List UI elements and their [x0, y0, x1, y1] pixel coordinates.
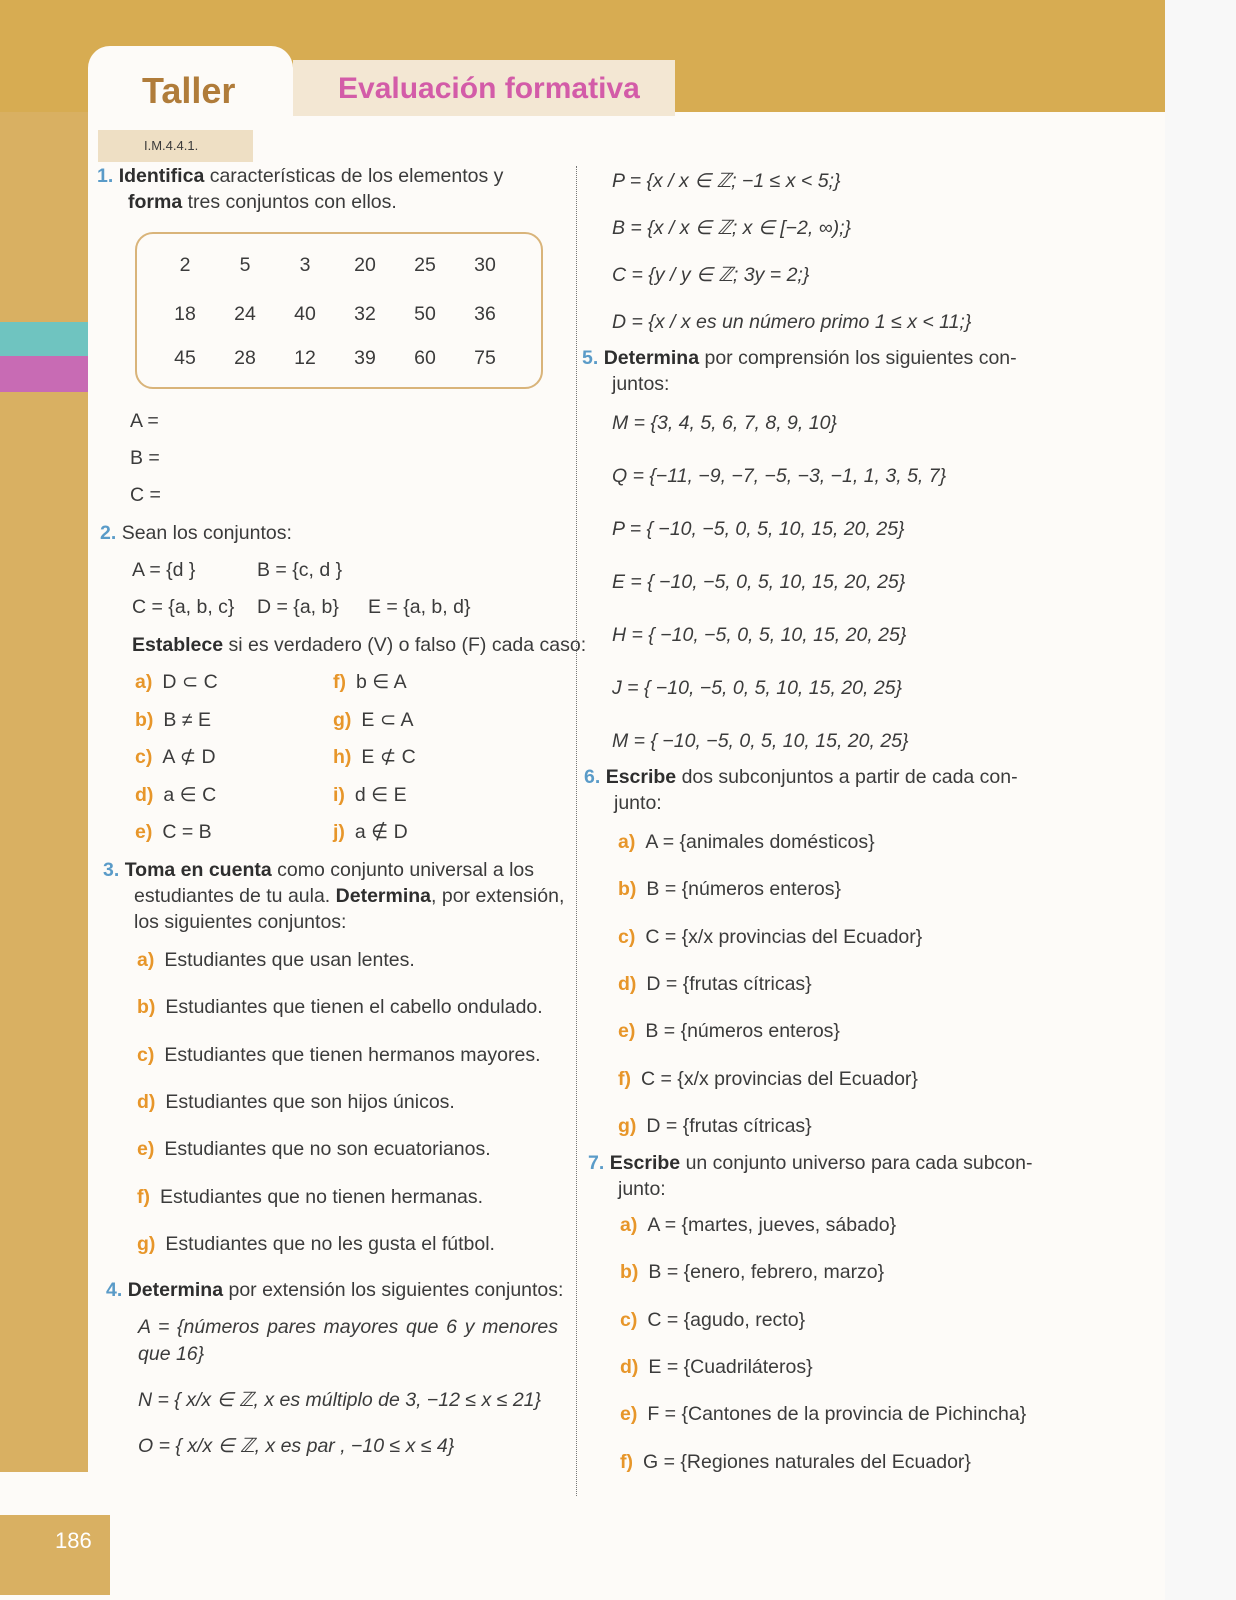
item-text: Estudiantes que tienen hermanos mayores. [164, 1043, 541, 1066]
list-item [137, 994, 543, 1021]
item-text: D ⊂ C [162, 671, 218, 693]
item-text: D = {frutas cítricas} [646, 1114, 812, 1137]
item-letter: c) [620, 1308, 638, 1331]
list-item [620, 1259, 884, 1286]
set-expression: A = {números pares mayores que 6 y menores que 16} [138, 1316, 558, 1365]
page-number-box [0, 1515, 110, 1595]
item-letter: f) [620, 1450, 633, 1473]
exercise-2-heading: 2. Sean los conjuntos: [100, 522, 292, 544]
list-item [137, 1184, 483, 1211]
exercise-3-line1: 3. Toma en cuenta como conjunto universal a los [103, 859, 535, 881]
item-text: Estudiantes que usan lentes. [164, 949, 415, 971]
magenta-strip [0, 356, 88, 392]
exercise-3-line2: estudiantes de tu aula. Determina, por extensión, [134, 885, 565, 907]
number-cell: 2 [179, 254, 191, 276]
teal-strip [0, 322, 88, 356]
exercise-2-instruction: Establece si es verdadero (V) o falso (F) cada caso: [132, 634, 587, 656]
list-item [137, 1089, 455, 1116]
exercise-4-heading: 4. Determina por extensión los siguientes conjuntos: [106, 1279, 564, 1301]
set-expression: B = {x / x ∈ ℤ; x ∈ [−2, ∞);} [612, 217, 852, 239]
number-cell: 32 [354, 303, 376, 325]
number-cell: 39 [354, 347, 376, 369]
number-cell: 28 [234, 347, 256, 369]
list-item [137, 947, 415, 974]
set-expression: D = {x / x es un número primo 1 ≤ x < 11;} [612, 311, 972, 333]
item-letter: f) [618, 1067, 631, 1090]
item-text: Estudiantes que son hijos únicos. [165, 1090, 455, 1113]
list-item [618, 829, 875, 856]
item-text: A ⊄ D [162, 746, 216, 768]
item-letter: a) [620, 1214, 638, 1236]
item-text: A = {martes, jueves, sábado} [647, 1214, 897, 1236]
item-text: G = {Regiones naturales del Ecuador} [643, 1450, 971, 1473]
exercise-3-line3: los siguientes conjuntos: [134, 911, 347, 933]
item-text: B ≠ E [163, 708, 211, 731]
list-item [620, 1354, 813, 1381]
list-item [618, 1066, 918, 1093]
number-cell: 40 [294, 303, 316, 325]
number-cell: 18 [174, 303, 196, 325]
item-letter: c) [135, 746, 153, 768]
item-text: a ∈ C [163, 783, 217, 806]
number-cell: 50 [414, 303, 436, 325]
item-letter: e) [620, 1403, 638, 1426]
number-cell: 36 [474, 303, 496, 325]
exercise-6-line2: junto: [614, 792, 662, 814]
item-letter: g) [333, 708, 352, 731]
item-letter: e) [137, 1138, 155, 1161]
statement-item [135, 744, 216, 771]
item-text: F = {Cantones de la provincia de Pichincha} [647, 1403, 1027, 1426]
item-text: C = {agudo, recto} [647, 1308, 806, 1331]
set-expression: C = {y / y ∈ ℤ; 3y = 2;} [612, 264, 810, 286]
item-letter: a) [137, 949, 155, 971]
list-item [618, 1113, 812, 1140]
item-letter: d) [137, 1090, 156, 1113]
item-letter: b) [618, 878, 637, 901]
page-edge [1165, 0, 1236, 1600]
number-cell: 20 [354, 254, 376, 276]
number-cell: 3 [299, 254, 311, 276]
number-cell: 60 [414, 347, 436, 369]
item-letter: e) [135, 821, 153, 843]
number-cell: 24 [234, 303, 256, 325]
item-text: Estudiantes que no son ecuatorianos. [164, 1138, 491, 1161]
item-text: a ∉ D [354, 821, 408, 843]
set-a-line: A = [130, 410, 159, 432]
item-letter: d) [620, 1355, 639, 1378]
item-text: C = B [162, 821, 212, 843]
page-subtitle: Evaluación formativa [338, 72, 640, 105]
list-item [620, 1212, 896, 1239]
exercise-1-line1: 1. Identifica características de los elementos y [97, 165, 504, 187]
exercise-5-line1: 5. Determina por comprensión los siguientes con- [582, 347, 1017, 369]
item-text: E ⊄ C [361, 746, 416, 768]
list-item [620, 1449, 971, 1476]
set-expression: Q = {−11, −9, −7, −5, −3, −1, 1, 3, 5, 7} [612, 465, 947, 487]
item-text: B = {números enteros} [645, 1020, 840, 1043]
set-expression: N = { x/x ∈ ℤ, x es múltiplo de 3, −12 ≤ x ≤ 21} [138, 1389, 542, 1411]
item-text: B = {números enteros} [646, 878, 841, 901]
exercise-5-line2: juntos: [612, 373, 670, 395]
statement-item [135, 669, 218, 696]
item-letter: d) [618, 972, 637, 995]
set-c-line: C = [130, 484, 161, 506]
item-letter: c) [618, 925, 636, 948]
item-text: D = {frutas cítricas} [646, 972, 812, 995]
statement-item [135, 782, 216, 809]
list-item [137, 1136, 491, 1163]
item-letter: f) [137, 1185, 150, 1208]
item-letter: g) [137, 1232, 156, 1255]
set-expression: H = { −10, −5, 0, 5, 10, 15, 20, 25} [612, 624, 907, 646]
skill-code: I.M.4.4.1. [98, 130, 253, 162]
exercise-7-line1: 7. Escribe un conjunto universo para cada subcon- [588, 1152, 1033, 1174]
item-letter: b) [137, 996, 156, 1019]
set-b-line: B = [130, 447, 160, 469]
number-cell: 5 [239, 254, 251, 276]
page-number: 186 [55, 1528, 92, 1553]
item-letter: j) [333, 821, 345, 843]
item-letter: c) [137, 1043, 155, 1066]
item-letter: a) [618, 831, 636, 853]
set-expression: O = { x/x ∈ ℤ, x es par , −10 ≤ x ≤ 4} [138, 1435, 455, 1457]
statement-item [333, 744, 416, 771]
item-text: Estudiantes que no les gusta el fútbol. [165, 1232, 495, 1255]
number-cell: 25 [414, 254, 436, 276]
list-item [618, 876, 841, 903]
list-item [618, 1018, 840, 1045]
item-letter: e) [618, 1020, 636, 1043]
list-item [137, 1231, 495, 1258]
item-text: Estudiantes que tienen el cabello ondulado. [165, 996, 543, 1019]
set-def: A = {d } [132, 559, 196, 581]
item-text: b ∈ A [356, 671, 407, 693]
item-letter: d) [135, 783, 154, 806]
exercise-6-line1: 6. Escribe dos subconjuntos a partir de cada con- [584, 766, 1018, 788]
list-item [137, 1042, 540, 1069]
set-expression: M = {3, 4, 5, 6, 7, 8, 9, 10} [612, 412, 837, 434]
statement-item [333, 707, 414, 734]
set-def: C = {a, b, c} [132, 596, 235, 618]
item-text: Estudiantes que no tienen hermanas. [160, 1185, 484, 1208]
exercise-number: 1. [97, 165, 114, 187]
list-item [620, 1401, 1026, 1428]
set-expression: M = { −10, −5, 0, 5, 10, 15, 20, 25} [612, 730, 909, 752]
statement-item [333, 819, 408, 846]
statement-item [135, 819, 212, 846]
exercise-7-line2: junto: [618, 1178, 666, 1200]
page-title: Taller [142, 70, 236, 111]
set-expression: P = { −10, −5, 0, 5, 10, 15, 20, 25} [612, 518, 905, 540]
item-text: E ⊂ A [361, 708, 414, 731]
item-letter: i) [333, 783, 345, 806]
statement-item [333, 782, 407, 809]
item-letter: h) [333, 746, 352, 768]
item-text: C = {x/x provincias del Ecuador} [645, 925, 923, 948]
number-cell: 45 [174, 347, 196, 369]
statement-item [135, 707, 211, 734]
number-cell: 12 [294, 347, 316, 369]
statement-item [333, 669, 407, 696]
list-item [618, 924, 922, 951]
item-letter: g) [618, 1114, 637, 1137]
set-def: B = {c, d } [257, 559, 343, 581]
exercise-1-line2: forma tres conjuntos con ellos. [128, 191, 397, 213]
set-def: E = {a, b, d} [368, 596, 471, 618]
list-item [618, 971, 812, 998]
item-text: B = {enero, febrero, marzo} [648, 1261, 885, 1284]
item-letter: f) [333, 671, 346, 693]
item-text: E = {Cuadriláteros} [648, 1355, 813, 1378]
item-letter: b) [135, 708, 154, 731]
number-cell: 30 [474, 254, 496, 276]
set-expression: E = { −10, −5, 0, 5, 10, 15, 20, 25} [612, 571, 906, 593]
item-text: A = {animales domésticos} [645, 831, 875, 853]
number-cell: 75 [474, 347, 496, 369]
item-text: C = {x/x provincias del Ecuador} [641, 1067, 918, 1090]
column-divider [576, 166, 577, 1496]
set-def: D = {a, b} [257, 596, 339, 618]
item-letter: b) [620, 1261, 639, 1284]
side-band [0, 112, 88, 1472]
item-letter: a) [135, 671, 153, 693]
set-expression: J = { −10, −5, 0, 5, 10, 15, 20, 25} [612, 677, 903, 699]
item-text: d ∈ E [354, 783, 407, 806]
list-item [620, 1307, 805, 1334]
set-expression: P = {x / x ∈ ℤ; −1 ≤ x < 5;} [612, 170, 841, 192]
